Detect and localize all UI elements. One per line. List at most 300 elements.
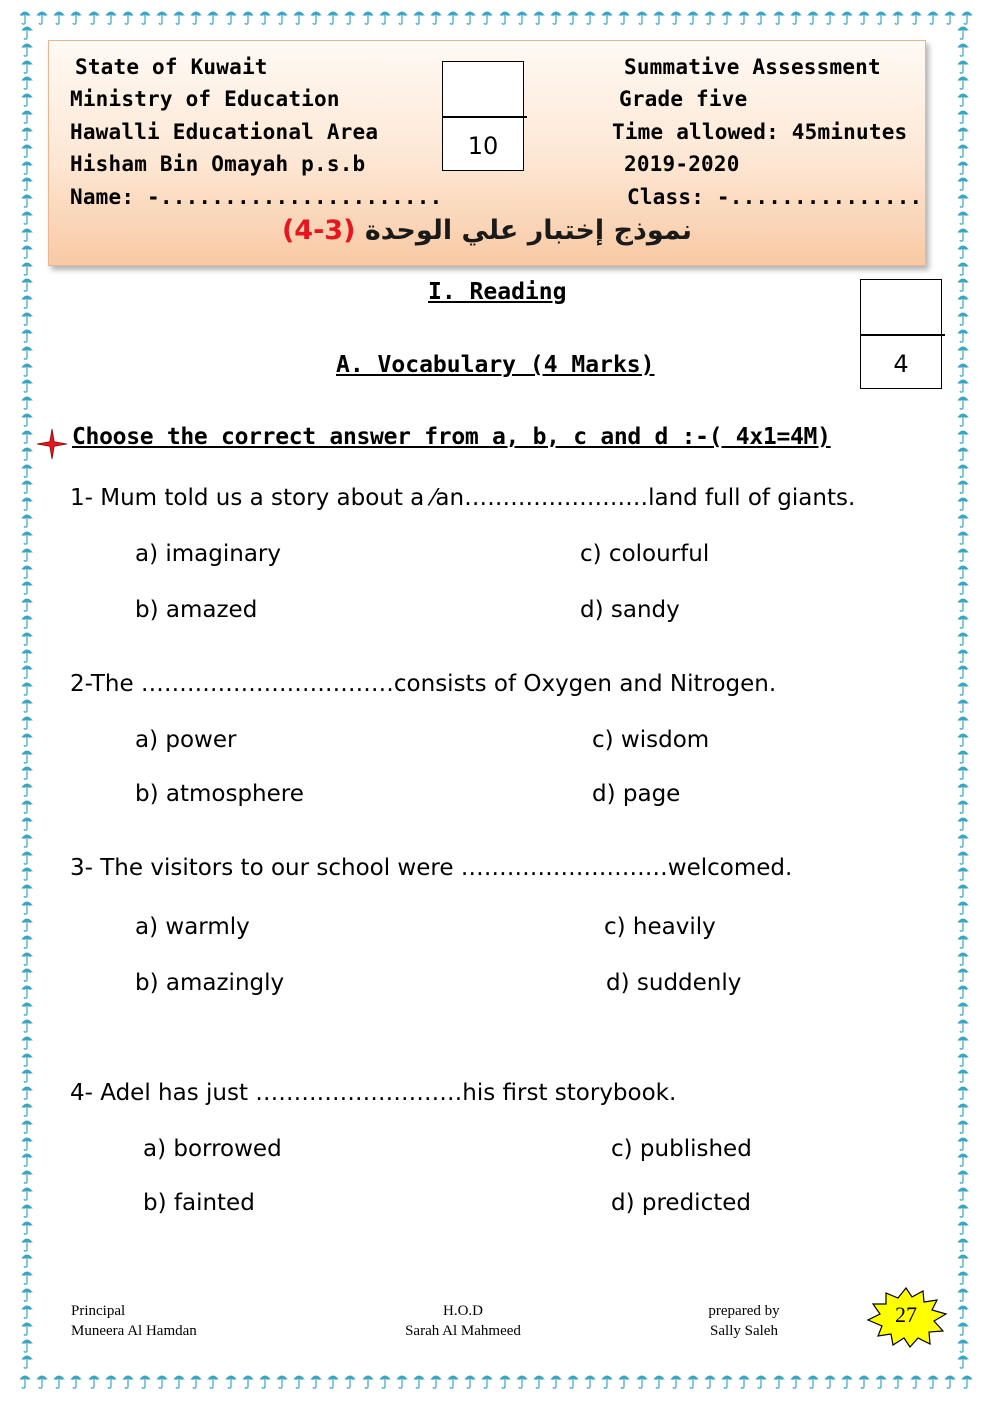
name-field[interactable]: Name: -......................: [70, 185, 443, 209]
umbrella-icon: [956, 1051, 970, 1067]
umbrella-icon: [956, 142, 970, 158]
umbrella-icon: [956, 192, 970, 208]
umbrella-icon: [956, 563, 970, 579]
umbrella-icon: [20, 226, 34, 242]
umbrella-icon: [20, 293, 34, 309]
umbrella-icon: [956, 950, 970, 966]
q1-option-c[interactable]: c) colourful: [580, 541, 710, 567]
umbrella-icon: [891, 1373, 905, 1389]
q2-option-c[interactable]: c) wisdom: [592, 727, 710, 753]
umbrella-icon: [956, 310, 970, 326]
area-label: Hawalli Educational Area: [70, 120, 379, 144]
umbrella-icon: [326, 1373, 340, 1389]
umbrella-icon: [104, 1373, 118, 1389]
umbrella-icon: [635, 9, 649, 25]
umbrella-icon: [20, 697, 34, 713]
umbrella-icon: [292, 9, 306, 25]
umbrella-icon: [956, 1168, 970, 1184]
exam-header: [48, 40, 926, 266]
umbrella-icon: [155, 1373, 169, 1389]
umbrella-icon: [956, 495, 970, 511]
prepared-role: prepared by: [708, 1303, 780, 1319]
section-subtitle: A. Vocabulary (4 Marks): [336, 352, 655, 378]
umbrella-icon: [361, 1373, 375, 1389]
umbrella-icon: [956, 512, 970, 528]
hod-name: Sarah Al Mahmeed: [405, 1323, 521, 1339]
ministry-label: Ministry of Education: [70, 87, 340, 111]
umbrella-icon: [956, 1185, 970, 1201]
umbrella-icon: [549, 1373, 563, 1389]
umbrella-icon: [20, 1118, 34, 1134]
umbrella-icon: [956, 175, 970, 191]
umbrella-icon: [52, 1373, 66, 1389]
umbrella-icon: [686, 9, 700, 25]
umbrella-icon: [378, 1373, 392, 1389]
umbrella-icon: [309, 9, 323, 25]
umbrella-icon: [20, 1101, 34, 1117]
umbrella-icon: [20, 142, 34, 158]
umbrella-icon: [956, 41, 970, 57]
umbrella-icon: [789, 1373, 803, 1389]
umbrella-icon: [309, 1373, 323, 1389]
arabic-exam-title: [49, 215, 925, 246]
umbrella-icon: [292, 1373, 306, 1389]
page-number: 27: [895, 1302, 917, 1327]
umbrella-icon: [20, 394, 34, 410]
umbrella-icon: [956, 91, 970, 107]
umbrella-icon: [583, 9, 597, 25]
prepared-name: Sally Saleh: [710, 1323, 778, 1339]
arabic-title-text: نموذج إختبار علي الوحدة: [364, 215, 693, 246]
total-marks: 10: [467, 132, 499, 160]
umbrella-icon: [20, 1320, 34, 1336]
umbrella-icon: [956, 933, 970, 949]
umbrella-icon: [20, 663, 34, 679]
umbrella-icon: [956, 209, 970, 225]
principal-role: Principal: [71, 1303, 126, 1319]
umbrella-icon: [121, 1373, 135, 1389]
school-label: Hisham Bin Omayah p.s.b: [70, 152, 366, 176]
umbrella-icon: [378, 9, 392, 25]
umbrella-icon: [583, 1373, 597, 1389]
q4-option-a[interactable]: a) borrowed: [143, 1136, 282, 1162]
umbrella-icon: [52, 9, 66, 25]
hod-signature: [398, 1301, 528, 1341]
umbrella-icon: [412, 1373, 426, 1389]
umbrella-icon: [241, 1373, 255, 1389]
umbrella-icon: [20, 108, 34, 124]
umbrella-icon: [956, 731, 970, 747]
umbrella-icon: [737, 1373, 751, 1389]
umbrella-icon: [224, 1373, 238, 1389]
q4-option-c[interactable]: c) published: [611, 1136, 752, 1162]
umbrella-icon: [943, 1373, 957, 1389]
umbrella-icon: [772, 1373, 786, 1389]
umbrella-icon: [20, 983, 34, 999]
umbrella-icon: [20, 563, 34, 579]
q2-option-b[interactable]: b) atmosphere: [135, 781, 304, 807]
umbrella-icon: [720, 9, 734, 25]
umbrella-icon: [926, 9, 940, 25]
umbrella-icon: [956, 596, 970, 612]
umbrella-icon: [20, 192, 34, 208]
umbrella-icon: [18, 9, 32, 25]
umbrella-icon: [20, 41, 34, 57]
umbrella-icon: [20, 966, 34, 982]
umbrella-icon: [956, 764, 970, 780]
umbrella-icon: [956, 546, 970, 562]
umbrella-icon: [20, 495, 34, 511]
umbrella-icon: [956, 411, 970, 427]
umbrella-icon: [87, 9, 101, 25]
umbrella-icon: [806, 9, 820, 25]
umbrella-icon: [960, 1373, 974, 1389]
star-bullet-icon: [36, 428, 68, 460]
question-4: 4- Adel has just ………………………his first storybook.: [70, 1080, 677, 1106]
umbrella-icon: [956, 899, 970, 915]
q1-option-d[interactable]: d) sandy: [580, 597, 680, 623]
umbrella-icon: [956, 849, 970, 865]
umbrella-icon: [20, 933, 34, 949]
umbrella-icon: [754, 1373, 768, 1389]
umbrella-icon: [20, 361, 34, 377]
section-title: I. Reading: [428, 279, 567, 305]
umbrella-icon: [20, 243, 34, 259]
umbrella-icon: [20, 680, 34, 696]
umbrella-icon: [956, 916, 970, 932]
umbrella-icon: [956, 377, 970, 393]
umbrella-icon: [258, 1373, 272, 1389]
umbrella-icon: [823, 1373, 837, 1389]
umbrella-icon: [956, 680, 970, 696]
umbrella-icon: [874, 9, 888, 25]
umbrella-icon: [480, 9, 494, 25]
umbrella-icon: [498, 1373, 512, 1389]
umbrella-icon: [429, 9, 443, 25]
hod-role: H.O.D: [443, 1303, 483, 1319]
umbrella-icon: [956, 663, 970, 679]
time-allowed-label: Time allowed: 45minutes: [612, 120, 908, 144]
umbrella-icon: [258, 9, 272, 25]
umbrella-icon: [20, 159, 34, 175]
umbrella-icon: [20, 882, 34, 898]
umbrella-icon: [617, 9, 631, 25]
umbrella-icon: [498, 9, 512, 25]
umbrella-icon: [909, 9, 923, 25]
umbrella-icon: [686, 1373, 700, 1389]
question-1: 1- Mum told us a story about a ⁄an……………………land full of giants.: [70, 485, 856, 511]
umbrella-icon: [172, 9, 186, 25]
umbrella-icon: [20, 1303, 34, 1319]
umbrella-icon: [956, 579, 970, 595]
umbrella-icon: [956, 1236, 970, 1252]
section-score-box[interactable]: [860, 279, 942, 389]
umbrella-icon: [600, 9, 614, 25]
umbrella-icon: [960, 9, 974, 25]
umbrella-icon: [20, 1219, 34, 1235]
umbrella-icon: [206, 9, 220, 25]
page-border-left: [16, 24, 38, 1370]
umbrella-icon: [720, 1373, 734, 1389]
principal-name: Muneera Al Hamdan: [71, 1323, 197, 1339]
umbrella-icon: [956, 1202, 970, 1218]
umbrella-icon: [20, 579, 34, 595]
umbrella-icon: [35, 1373, 49, 1389]
umbrella-icon: [20, 260, 34, 276]
umbrella-icon: [20, 630, 34, 646]
umbrella-icon: [703, 9, 717, 25]
umbrella-icon: [20, 1202, 34, 1218]
q3-option-a[interactable]: a) warmly: [135, 914, 250, 940]
umbrella-icon: [823, 9, 837, 25]
umbrella-icon: [18, 1373, 32, 1389]
umbrella-icon: [956, 1252, 970, 1268]
umbrella-icon: [446, 9, 460, 25]
umbrella-icon: [956, 24, 970, 40]
umbrella-icon: [326, 9, 340, 25]
umbrella-icon: [241, 9, 255, 25]
umbrella-icon: [956, 445, 970, 461]
umbrella-icon: [463, 1373, 477, 1389]
umbrella-icon: [600, 1373, 614, 1389]
umbrella-icon: [429, 1373, 443, 1389]
country-label: State of Kuwait: [75, 55, 268, 79]
umbrella-icon: [737, 9, 751, 25]
umbrella-icon: [956, 815, 970, 831]
umbrella-icon: [956, 1269, 970, 1285]
umbrella-icon: [20, 798, 34, 814]
umbrella-icon: [20, 445, 34, 461]
umbrella-icon: [395, 9, 409, 25]
umbrella-icon: [956, 832, 970, 848]
umbrella-icon: [956, 344, 970, 360]
umbrella-icon: [20, 815, 34, 831]
umbrella-icon: [20, 714, 34, 730]
umbrella-icon: [532, 9, 546, 25]
umbrella-icon: [69, 9, 83, 25]
umbrella-icon: [20, 310, 34, 326]
umbrella-icon: [956, 276, 970, 292]
school-year-label: 2019-2020: [624, 152, 740, 176]
umbrella-icon: [20, 327, 34, 343]
umbrella-icon: [956, 58, 970, 74]
umbrella-icon: [20, 1269, 34, 1285]
umbrella-icon: [617, 1373, 631, 1389]
umbrella-icon: [956, 529, 970, 545]
umbrella-icon: [20, 428, 34, 444]
umbrella-icon: [956, 226, 970, 242]
umbrella-icon: [956, 798, 970, 814]
question-3: 3- The visitors to our school were ………………………welcomed.: [70, 855, 793, 881]
umbrella-icon: [669, 1373, 683, 1389]
q4-option-b[interactable]: b) fainted: [143, 1190, 255, 1216]
umbrella-icon: [956, 1320, 970, 1336]
umbrella-icon: [69, 1373, 83, 1389]
umbrella-icon: [956, 1286, 970, 1302]
umbrella-icon: [20, 24, 34, 40]
umbrella-icon: [343, 9, 357, 25]
umbrella-icon: [343, 1373, 357, 1389]
umbrella-icon: [956, 394, 970, 410]
q1-option-a[interactable]: a) imaginary: [135, 541, 281, 567]
umbrella-icon: [909, 1373, 923, 1389]
umbrella-icon: [956, 1353, 970, 1369]
umbrella-icon: [532, 1373, 546, 1389]
umbrella-icon: [20, 865, 34, 881]
umbrella-icon: [20, 411, 34, 427]
umbrella-icon: [138, 9, 152, 25]
umbrella-icon: [20, 74, 34, 90]
umbrella-icon: [956, 983, 970, 999]
page-border-right: [952, 24, 974, 1370]
umbrella-icon: [20, 91, 34, 107]
umbrella-icon: [224, 9, 238, 25]
umbrella-icon: [463, 9, 477, 25]
umbrella-icon: [956, 243, 970, 259]
umbrella-icon: [956, 478, 970, 494]
umbrella-icon: [956, 1067, 970, 1083]
umbrella-icon: [840, 9, 854, 25]
umbrella-icon: [754, 9, 768, 25]
umbrella-icon: [20, 58, 34, 74]
umbrella-icon: [20, 613, 34, 629]
umbrella-icon: [20, 832, 34, 848]
umbrella-icon: [956, 1135, 970, 1151]
umbrella-icon: [956, 865, 970, 881]
umbrella-icon: [189, 9, 203, 25]
umbrella-icon: [20, 529, 34, 545]
umbrella-icon: [20, 1017, 34, 1033]
umbrella-icon: [772, 9, 786, 25]
umbrella-icon: [20, 1168, 34, 1184]
umbrella-icon: [20, 512, 34, 528]
q2-option-a[interactable]: a) power: [135, 727, 237, 753]
umbrella-icon: [20, 916, 34, 932]
umbrella-icon: [20, 1252, 34, 1268]
page-border-top: [18, 6, 974, 28]
umbrella-icon: [515, 9, 529, 25]
umbrella-icon: [956, 1219, 970, 1235]
umbrella-icon: [20, 1034, 34, 1050]
umbrella-icon: [20, 950, 34, 966]
umbrella-icon: [20, 731, 34, 747]
q4-option-d[interactable]: d) predicted: [611, 1190, 751, 1216]
umbrella-icon: [956, 1337, 970, 1353]
umbrella-icon: [20, 478, 34, 494]
umbrella-icon: [20, 276, 34, 292]
umbrella-icon: [956, 260, 970, 276]
principal-signature: [71, 1301, 197, 1341]
umbrella-icon: [669, 9, 683, 25]
umbrella-icon: [20, 125, 34, 141]
umbrella-icon: [956, 74, 970, 90]
umbrella-icon: [956, 714, 970, 730]
umbrella-icon: [20, 764, 34, 780]
section-marks: 4: [893, 350, 909, 378]
umbrella-icon: [121, 9, 135, 25]
umbrella-icon: [20, 1084, 34, 1100]
umbrella-icon: [20, 647, 34, 663]
umbrella-icon: [956, 327, 970, 343]
umbrella-icon: [104, 9, 118, 25]
umbrella-icon: [566, 1373, 580, 1389]
umbrella-icon: [857, 9, 871, 25]
umbrella-icon: [956, 882, 970, 898]
umbrella-icon: [956, 293, 970, 309]
umbrella-icon: [20, 462, 34, 478]
umbrella-icon: [956, 361, 970, 377]
umbrella-icon: [956, 1118, 970, 1134]
umbrella-icon: [20, 209, 34, 225]
umbrella-icon: [566, 9, 580, 25]
umbrella-icon: [956, 1151, 970, 1167]
umbrella-icon: [956, 748, 970, 764]
arabic-title-unit: (3-4): [281, 215, 356, 246]
umbrella-icon: [956, 462, 970, 478]
umbrella-icon: [20, 781, 34, 797]
q3-option-b[interactable]: b) amazingly: [135, 970, 285, 996]
umbrella-icon: [956, 647, 970, 663]
umbrella-icon: [20, 344, 34, 360]
umbrella-icon: [20, 596, 34, 612]
umbrella-icon: [20, 1067, 34, 1083]
q1-option-b[interactable]: b) amazed: [135, 597, 258, 623]
umbrella-icon: [652, 1373, 666, 1389]
class-field[interactable]: Class: -...............: [627, 185, 923, 209]
q3-option-d[interactable]: d) suddenly: [606, 970, 742, 996]
q2-option-d[interactable]: d) page: [592, 781, 681, 807]
umbrella-icon: [155, 9, 169, 25]
total-score-box[interactable]: [442, 61, 524, 171]
umbrella-icon: [874, 1373, 888, 1389]
umbrella-icon: [20, 1000, 34, 1016]
umbrella-icon: [20, 1286, 34, 1302]
umbrella-icon: [395, 1373, 409, 1389]
umbrella-icon: [20, 849, 34, 865]
umbrella-icon: [20, 1337, 34, 1353]
umbrella-icon: [956, 613, 970, 629]
prepared-signature: [704, 1301, 784, 1341]
umbrella-icon: [891, 9, 905, 25]
umbrella-icon: [956, 1034, 970, 1050]
q3-option-c[interactable]: c) heavily: [604, 914, 716, 940]
umbrella-icon: [956, 697, 970, 713]
question-2: 2-The ……………………………consists of Oxygen and Nitrogen.: [70, 671, 777, 697]
grade-label: Grade five: [619, 87, 748, 111]
umbrella-icon: [361, 9, 375, 25]
umbrella-icon: [189, 1373, 203, 1389]
page-border-bottom: [18, 1370, 974, 1392]
umbrella-icon: [549, 9, 563, 25]
umbrella-icon: [20, 175, 34, 191]
umbrella-icon: [635, 1373, 649, 1389]
umbrella-icon: [857, 1373, 871, 1389]
umbrella-icon: [412, 9, 426, 25]
umbrella-icon: [956, 108, 970, 124]
umbrella-icon: [956, 125, 970, 141]
umbrella-icon: [138, 1373, 152, 1389]
assessment-label: Summative Assessment: [624, 55, 881, 79]
umbrella-icon: [956, 1303, 970, 1319]
umbrella-icon: [20, 546, 34, 562]
umbrella-icon: [703, 1373, 717, 1389]
umbrella-icon: [20, 1236, 34, 1252]
umbrella-icon: [515, 1373, 529, 1389]
umbrella-icon: [956, 428, 970, 444]
umbrella-icon: [20, 1353, 34, 1369]
umbrella-icon: [956, 966, 970, 982]
umbrella-icon: [206, 1373, 220, 1389]
